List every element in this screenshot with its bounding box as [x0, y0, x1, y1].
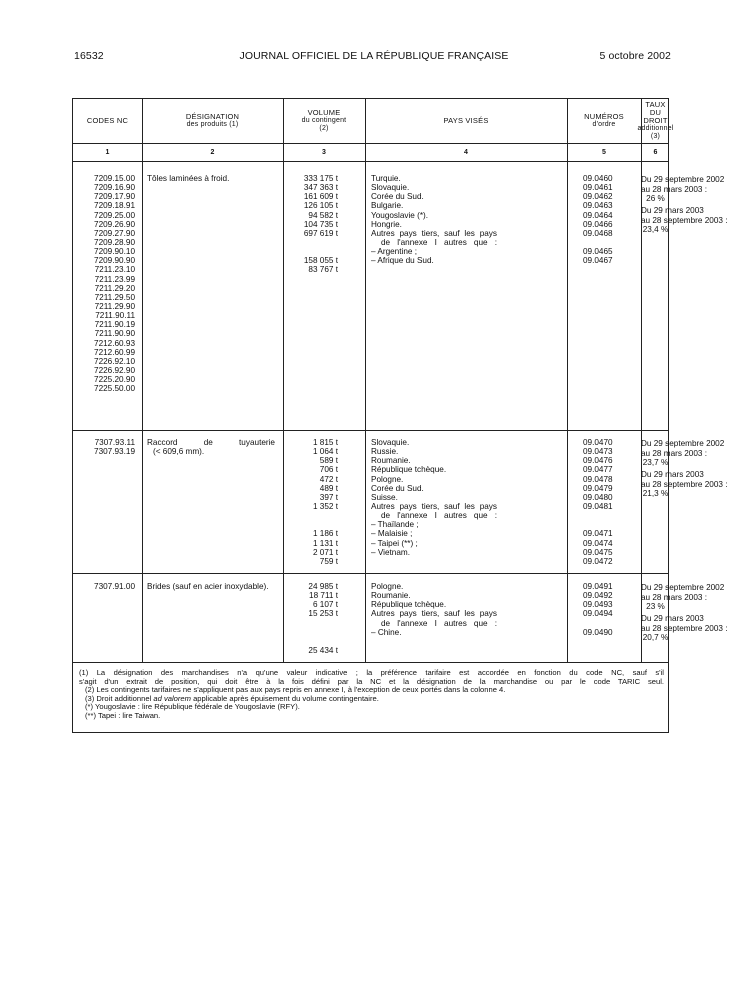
column-header-sub: d'ordre [592, 121, 616, 128]
quota-volume-line: 2 071 t [312, 547, 338, 557]
quota-volume-line: 158 055 t [303, 256, 338, 266]
nc-code-line: 7211.90.90 [94, 329, 135, 339]
duty-rate-line: Du 29 septembre 2002 [641, 175, 725, 184]
target-country-line: de l'annexe I autres que : [381, 618, 497, 628]
quota-volume-line [287, 238, 338, 247]
product-designation [147, 438, 275, 456]
target-country-line: Slovaquie. [371, 438, 410, 447]
duty-rate-line: au 28 mars 2003 : [641, 448, 707, 458]
quota-volume [287, 174, 338, 275]
quota-volume-line: 706 t [319, 465, 338, 475]
order-number-line: 09.0462 [583, 192, 613, 202]
order-number [583, 582, 623, 637]
quota-volume-line: 161 609 t [303, 192, 338, 202]
additional-duty-rate [641, 583, 728, 643]
quota-volume-line: 697 619 t [303, 228, 338, 238]
nc-code-line: 7226.92.90 [94, 365, 135, 375]
nc-code-line: 7307.91.00 [94, 582, 135, 591]
column-header-sub: des produits (1) [186, 121, 239, 128]
column-header-title: CODES NC [86, 116, 129, 125]
order-number-line [583, 520, 623, 529]
target-country-line: Autres pays tiers, sauf les pays [371, 228, 497, 238]
quota-volume-line: 489 t [319, 483, 338, 493]
quota-volume-line: 104 735 t [303, 219, 338, 229]
order-number-line: 09.0477 [583, 465, 613, 475]
order-number-line: 09.0494 [583, 609, 613, 619]
target-country-line: Autres pays tiers, sauf les pays [371, 501, 497, 511]
nc-code-line: 7209.28.90 [94, 237, 135, 247]
order-number-line: 09.0466 [583, 219, 613, 229]
target-country-line: – Vietnam. [371, 547, 410, 557]
quota-volume-line: 333 175 t [303, 174, 338, 183]
duty-rate-line: au 28 septembre 2003 : [641, 215, 728, 225]
column-header-title: TAUX DU DROIT [643, 100, 668, 125]
duty-rate-line: Du 29 septembre 2002 [641, 439, 725, 448]
column-header [365, 99, 567, 143]
nc-code-line: 7211.23.10 [94, 265, 135, 275]
quota-volume-line: 589 t [319, 456, 338, 466]
duty-rate-line: Du 29 septembre 2002 [641, 583, 725, 592]
order-number-line: 09.0490 [583, 627, 613, 637]
duty-rate-line: au 28 mars 2003 : [641, 184, 707, 194]
column-number: 6 [653, 149, 658, 156]
column-header-sub2: (3) [650, 133, 661, 140]
column-header [283, 99, 365, 143]
target-country-line: Corée du Sud. [371, 192, 424, 202]
nc-code-line: 7212.60.99 [94, 347, 135, 357]
column-number: 2 [210, 149, 215, 156]
order-number-line: 09.0491 [583, 582, 613, 591]
quota-volume-line: 1 064 t [312, 447, 338, 457]
order-number-line: 09.0474 [583, 538, 613, 548]
quota-volume-line: 6 107 t [312, 600, 338, 610]
target-country-line: de l'annexe I autres que : [381, 237, 497, 247]
footnote-3-text: (3) Droit additionnel [85, 693, 154, 703]
duty-rate-line: 23,4 % [642, 225, 669, 235]
quota-volume-line: 25 434 t [308, 645, 338, 655]
nc-code-line: 7225.20.90 [94, 375, 135, 385]
quota-volume-line [287, 619, 338, 628]
column-header-sub: du contingent [301, 117, 347, 124]
order-number-line: 09.0468 [583, 228, 613, 238]
product-designation-line: Brides (sauf en acier inoxydable). [147, 582, 269, 591]
quota-volume-line: 94 582 t [308, 210, 338, 220]
nc-code-line: 7211.23.99 [94, 274, 135, 284]
nc-code-line: 7209.26.90 [94, 219, 135, 229]
target-country-line: Hongrie. [371, 219, 402, 229]
target-country-line: – Taipei (**) ; [371, 538, 418, 548]
quota-volume-line: 126 105 t [303, 201, 338, 211]
row-divider [73, 430, 668, 431]
nc-code-line: 7226.92.10 [94, 356, 135, 366]
target-country-line: Roumanie. [371, 456, 411, 466]
footnotes [79, 669, 664, 721]
order-number-line: 09.0473 [583, 447, 613, 457]
duty-rate-line: Du 29 mars 2003 [641, 205, 704, 215]
nc-code-line: 7211.90.11 [95, 311, 135, 321]
column-header-sub: additionnel [637, 125, 674, 132]
target-country-line: Slovaquie. [371, 183, 410, 193]
quota-volume-line: 759 t [319, 556, 338, 566]
order-number-line: 09.0460 [583, 174, 613, 183]
order-number-line: 09.0470 [583, 438, 613, 447]
order-number-line: 09.0472 [583, 556, 613, 566]
target-country-line: Pologne. [371, 582, 404, 591]
target-country [371, 438, 497, 557]
duty-rate-line: 23,7 % [642, 458, 669, 468]
duty-rate-line: 21,3 % [642, 489, 669, 499]
publication-date: 5 octobre 2002 [599, 50, 671, 62]
quota-volume-line: 15 253 t [308, 609, 338, 619]
quota-volume-line: 1 815 t [312, 438, 338, 447]
journal-title: JOURNAL OFFICIEL DE LA RÉPUBLIQUE FRANÇAISE [239, 50, 509, 62]
product-designation-line: Tôles laminées à froid. [147, 174, 230, 183]
nc-code [77, 438, 135, 456]
order-number-line: 09.0464 [583, 210, 613, 220]
nc-code-line: 7209.90.90 [94, 256, 135, 266]
order-number-line: 09.0478 [583, 474, 613, 484]
quota-volume-line: 1 131 t [312, 538, 338, 548]
order-number-line: 09.0492 [583, 591, 613, 601]
target-country-line: – Malaisie ; [371, 529, 413, 539]
quota-volume-line: 347 363 t [303, 183, 338, 193]
duty-rate-line: Du 29 mars 2003 [641, 469, 704, 479]
additional-duty-rate [641, 175, 728, 235]
target-country-line: Turquie. [371, 174, 401, 183]
quota-volume-line [287, 247, 338, 256]
footnote-3-italic: ad valorem [153, 693, 191, 703]
column-header-title: PAYS VISÉS [443, 116, 489, 125]
column-header [637, 99, 674, 143]
nc-code-line: 7209.16.90 [94, 183, 135, 193]
column-divider [283, 99, 284, 662]
nc-code-line: 7211.29.50 [94, 292, 135, 302]
quota-volume-line [287, 511, 338, 520]
product-designation-line: Raccord de tuyauterie [147, 438, 275, 447]
footnote-star: (*) Yougoslavie : lire République fédérale de Yougoslavie (RFY). [85, 702, 300, 712]
target-country-line: Russie. [371, 447, 399, 457]
row-divider [73, 662, 668, 663]
target-country-line: – Afrique du Sud. [371, 256, 434, 266]
order-number [583, 438, 623, 566]
column-header-title: NUMÉROS [584, 112, 624, 121]
target-country-line: Roumanie. [371, 591, 411, 601]
quota-volume-line: 1 352 t [312, 501, 338, 511]
footnote-3-text: applicable après épuisement du volume contingentaire. [190, 693, 379, 703]
column-header [73, 99, 142, 143]
target-country-line: de l'annexe I autres que : [381, 511, 497, 521]
column-divider [142, 99, 143, 662]
footnote-1-cont: s'agit d'un extrait de position, qui doit être à la fois défini par la NC et la désignation de la marchandise ou par le code TARIC seul. [79, 676, 664, 686]
order-number-line: 09.0480 [583, 492, 613, 502]
order-number-line: 09.0479 [583, 483, 613, 493]
target-country-line: Autres pays tiers, sauf les pays [371, 609, 497, 619]
quota-volume-line: 24 985 t [308, 582, 338, 591]
order-number-line [583, 511, 623, 520]
product-designation [147, 582, 275, 591]
target-country [371, 582, 497, 637]
column-divider [567, 99, 568, 662]
nc-code-line: 7211.90.19 [94, 320, 135, 330]
order-number-line: 09.0471 [583, 529, 613, 539]
product-designation-line: (< 609,6 mm). [153, 447, 205, 457]
nc-code-line: 7209.27.90 [94, 228, 135, 238]
target-country-line: République tchèque. [371, 600, 447, 610]
quota-volume [287, 582, 338, 655]
duty-rate-line: Du 29 mars 2003 [641, 613, 704, 623]
nc-code-line: 7212.60.93 [94, 338, 135, 348]
quota-volume-line: 18 711 t [309, 591, 338, 601]
nc-code-line: 7225.50.00 [94, 384, 135, 394]
column-header-title: VOLUME [307, 108, 341, 117]
duty-rate-line: au 28 septembre 2003 : [641, 479, 728, 489]
quota-volume-line [287, 637, 338, 646]
target-country-line: République tchèque. [371, 465, 447, 475]
order-number [583, 174, 623, 265]
row-divider [73, 161, 668, 162]
target-country-line: Bulgarie. [371, 201, 404, 211]
nc-code-line: 7209.17.90 [94, 192, 135, 202]
duty-rate-line: au 28 septembre 2003 : [641, 623, 728, 633]
order-number-line [583, 238, 623, 247]
quota-volume-line: 83 767 t [308, 265, 338, 275]
footnote-double-star: (**) Tapei : lire Taiwan. [85, 710, 161, 720]
nc-code-line: 7307.93.11 [94, 438, 135, 447]
nc-code [77, 582, 135, 591]
target-country-line: Corée du Sud. [371, 483, 424, 493]
nc-code [77, 174, 135, 393]
column-header [567, 99, 641, 143]
footnote-1: (1) La désignation des marchandises n'a qu'une valeur indicative ; la préférence tarifaire est accordée en fonction du code NC, sauf s'il [79, 668, 664, 677]
duty-rate-line: 26 % [646, 194, 665, 204]
column-number: 1 [105, 149, 110, 156]
target-country [371, 174, 497, 265]
nc-code-line: 7209.18.91 [94, 201, 135, 211]
duty-rate-line: au 28 mars 2003 : [641, 592, 707, 602]
column-divider [365, 99, 366, 662]
target-country-line: – Thaïlande ; [371, 520, 419, 530]
additional-duty-rate [641, 439, 728, 499]
order-number-line [583, 619, 623, 628]
nc-code-line: 7211.29.90 [94, 301, 135, 311]
order-number-line: 09.0461 [583, 183, 613, 193]
quota-volume-line: 472 t [319, 474, 338, 484]
duty-rate-line: 20,7 % [642, 633, 669, 643]
quota-volume-line [287, 628, 338, 637]
product-designation [147, 174, 275, 183]
nc-code-line: 7209.15.00 [94, 174, 135, 183]
column-header-title: DÉSIGNATION [185, 112, 240, 121]
column-header [142, 99, 283, 143]
row-divider [73, 573, 668, 574]
quota-volume-line [287, 520, 338, 529]
footnote-2: (2) Les contingents tarifaires ne s'appliquent pas aux pays repris en annexe I, à l'exception de ceux portés dans la colonne 4. [85, 685, 506, 695]
nc-code-line: 7209.90.10 [94, 247, 135, 257]
page-number: 16532 [74, 50, 104, 62]
column-number: 4 [464, 149, 468, 156]
order-number-line: 09.0476 [583, 456, 613, 466]
target-country-line: Pologne. [371, 474, 404, 484]
order-number-line: 09.0481 [583, 501, 613, 511]
quota-volume [287, 438, 338, 566]
nc-code-line: 7211.29.20 [94, 283, 135, 293]
order-number-line: 09.0463 [583, 201, 613, 211]
quota-volume-line: 1 186 t [312, 529, 338, 539]
order-number-line: 09.0465 [583, 247, 613, 257]
column-number: 3 [322, 149, 326, 156]
nc-code-line: 7209.25.00 [94, 210, 135, 220]
target-country-line: – Argentine ; [371, 247, 417, 257]
order-number-line: 09.0467 [583, 256, 613, 266]
nc-code-line: 7307.93.19 [94, 447, 135, 457]
order-number-line: 09.0493 [583, 600, 613, 610]
order-number-line: 09.0475 [583, 547, 613, 557]
tariff-table [72, 98, 728, 733]
column-header-sub2: (2) [319, 125, 329, 132]
target-country-line: Yougoslavie (*). [371, 210, 429, 220]
column-number: 5 [602, 149, 606, 156]
quota-volume-line: 397 t [319, 492, 338, 502]
duty-rate-line: 23 % [646, 602, 665, 612]
target-country-line: Suisse. [371, 492, 398, 502]
target-country-line: – Chine. [371, 627, 402, 637]
